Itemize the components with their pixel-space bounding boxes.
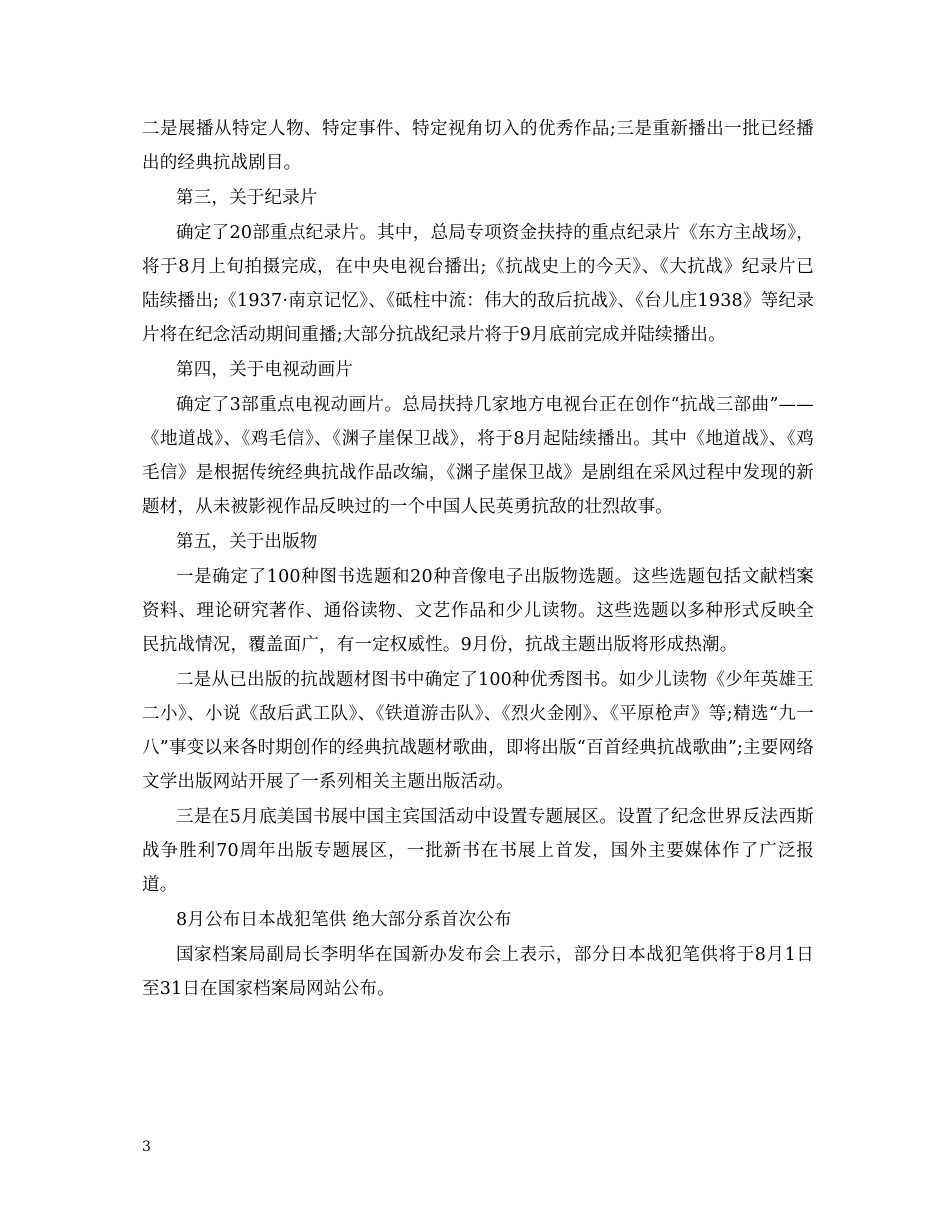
heading-animation: 第四，关于电视动画片 bbox=[176, 360, 353, 380]
paragraph-broadcast-continuation: 二是展播从特定人物、特定事件、特定视角切入的优秀作品;三是重新播出一批已经播出的经典抗战剧目。 bbox=[142, 119, 814, 173]
document-body bbox=[142, 112, 814, 1007]
heading-documentaries: 第三，关于纪录片 bbox=[176, 188, 318, 208]
heading-war-criminal-confessions: 8月公布日本战犯笔供 绝大部分系首次公布 bbox=[176, 910, 512, 930]
paragraph-documentaries: 确定了20部重点纪录片。其中，总局专项资金扶持的重点纪录片《东方主战场》，将于8月上旬拍摄完成，在中央电视台播出;《抗战史上的今天》、《大抗战》纪录片已陆续播出;《1937·南京记忆》、《砥柱中流：伟大的敌后抗战》、《台儿庄1938》等纪录片将在纪念活动期间重播;大部分抗战纪录片将于9月底前完成并陆续播出。 bbox=[142, 223, 814, 345]
paragraph-publications-bookfair: 三是在5月底美国书展中国主宾国活动中设置专题展区。设置了纪念世界反法西斯战争胜利70周年出版专题展区，一批新书在书展上首发，国外主要媒体作了广泛报道。 bbox=[142, 807, 814, 895]
paragraph-animation: 确定了3部重点电视动画片。总局扶持几家地方电视台正在创作“抗战三部曲”——《地道战》、《鸡毛信》、《渊子崖保卫战》，将于8月起陆续播出。其中《地道战》、《鸡毛信》是根据传统经典抗战作品改编，《渊子崖保卫战》是剧组在采风过程中发现的新题材，从未被影视作品反映过的一个中国人民英勇抗敌的壮烈故事。 bbox=[142, 395, 814, 517]
heading-publications: 第五，关于出版物 bbox=[176, 532, 318, 552]
paragraph-war-criminal-confessions: 国家档案局副局长李明华在国新办发布会上表示，部分日本战犯笔供将于8月1日至31日在国家档案局网站公布。 bbox=[142, 945, 814, 999]
paragraph-publications-books: 二是从已出版的抗战题材图书中确定了100种优秀图书。如少儿读物《少年英雄王二小》、小说《敌后武工队》、《铁道游击队》、《烈火金刚》、《平原枪声》等;精选“九一八”事变以来各时期创作的经典抗战题材歌曲，即将出版“百首经典抗战歌曲”;主要网络文学出版网站开展了一系列相关主题出版活动。 bbox=[142, 670, 814, 792]
page-number: 3 bbox=[142, 1139, 151, 1155]
paragraph-publications-topics: 一是确定了100种图书选题和20种音像电子出版物选题。这些选题包括文献档案资料、理论研究著作、通俗读物、文艺作品和少儿读物。这些选题以多种形式反映全民抗战情况，覆盖面广，有一定权威性。9月份，抗战主题出版将形成热潮。 bbox=[142, 567, 814, 655]
